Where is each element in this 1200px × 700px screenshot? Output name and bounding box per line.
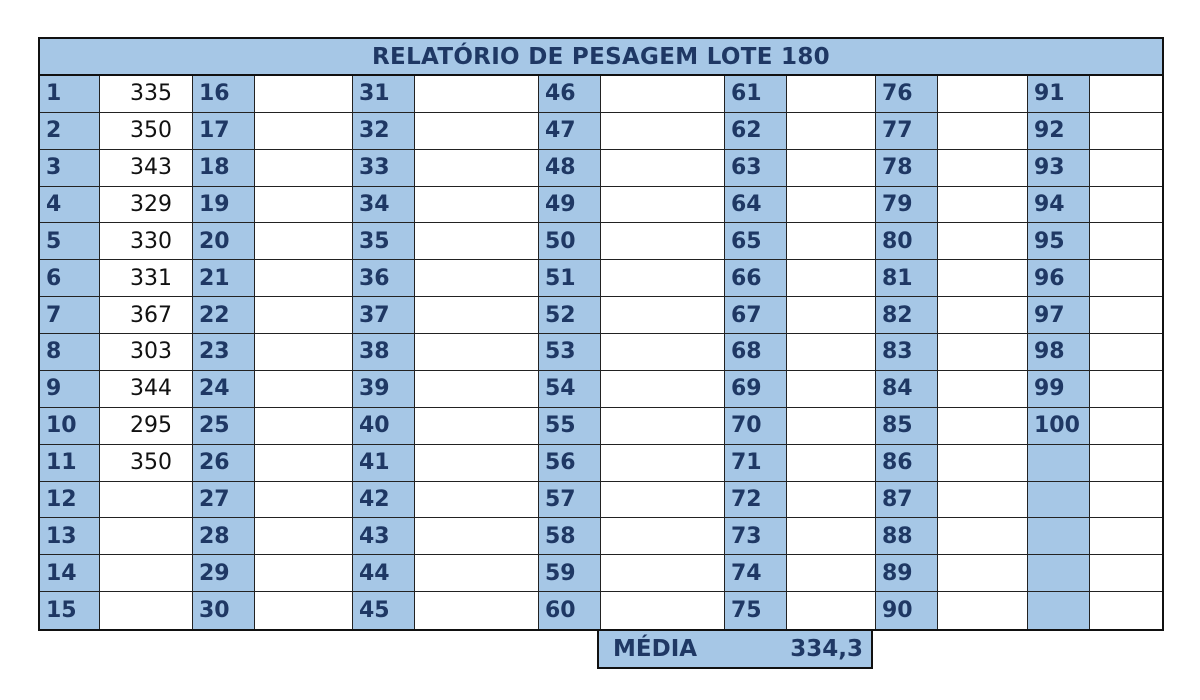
item-number-cell: 7 — [40, 297, 100, 334]
weight-value-cell — [787, 408, 876, 445]
weight-value-cell: 331 — [100, 260, 193, 297]
weight-value-cell — [415, 371, 539, 408]
item-number-cell: 43 — [353, 518, 415, 555]
weight-value-cell — [1090, 592, 1162, 629]
item-number-cell: 17 — [193, 113, 255, 150]
item-number-cell: 64 — [725, 187, 787, 224]
item-number-cell: 81 — [876, 260, 938, 297]
weight-value-cell — [255, 445, 353, 482]
item-number-cell: 82 — [876, 297, 938, 334]
item-number-cell: 32 — [353, 113, 415, 150]
weight-value-cell — [1090, 482, 1162, 519]
weight-value-cell — [938, 150, 1028, 187]
weight-value-cell — [255, 408, 353, 445]
item-number-cell: 14 — [40, 555, 100, 592]
item-number-cell: 96 — [1028, 260, 1090, 297]
item-number-cell — [1028, 592, 1090, 629]
item-number-cell: 55 — [539, 408, 601, 445]
weight-value-cell — [415, 482, 539, 519]
item-number-cell: 3 — [40, 150, 100, 187]
item-number-cell: 62 — [725, 113, 787, 150]
weight-value-cell — [787, 334, 876, 371]
item-number-cell: 49 — [539, 187, 601, 224]
item-number-cell: 19 — [193, 187, 255, 224]
item-number-cell: 69 — [725, 371, 787, 408]
weight-value-cell — [255, 371, 353, 408]
weight-value-cell — [601, 260, 725, 297]
item-number-cell: 89 — [876, 555, 938, 592]
weight-value-cell — [938, 223, 1028, 260]
weight-value-cell — [787, 592, 876, 629]
item-number-cell: 45 — [353, 592, 415, 629]
weight-value-cell — [1090, 150, 1162, 187]
weight-value-cell — [601, 187, 725, 224]
weight-value-cell — [938, 445, 1028, 482]
weight-value-cell — [787, 187, 876, 224]
item-number-cell: 73 — [725, 518, 787, 555]
weight-value-cell — [1090, 113, 1162, 150]
weight-value-cell — [255, 223, 353, 260]
weight-value-cell — [415, 555, 539, 592]
item-number-cell: 23 — [193, 334, 255, 371]
item-number-cell: 27 — [193, 482, 255, 519]
weight-value-cell — [255, 592, 353, 629]
item-number-cell: 56 — [539, 445, 601, 482]
item-number-cell: 93 — [1028, 150, 1090, 187]
weight-value-cell — [938, 482, 1028, 519]
weight-value-cell — [938, 408, 1028, 445]
item-number-cell: 2 — [40, 113, 100, 150]
item-number-cell: 50 — [539, 223, 601, 260]
item-number-cell: 12 — [40, 482, 100, 519]
average-label: MÉDIA — [613, 636, 698, 662]
item-number-cell: 88 — [876, 518, 938, 555]
item-number-cell: 71 — [725, 445, 787, 482]
weight-value-cell: 343 — [100, 150, 193, 187]
item-number-cell: 85 — [876, 408, 938, 445]
item-number-cell: 24 — [193, 371, 255, 408]
weight-value-cell — [255, 113, 353, 150]
item-number-cell: 21 — [193, 260, 255, 297]
weight-value-cell — [415, 113, 539, 150]
weight-value-cell — [938, 334, 1028, 371]
weight-value-cell — [787, 113, 876, 150]
weight-value-cell — [938, 260, 1028, 297]
weight-value-cell — [787, 445, 876, 482]
item-number-cell: 94 — [1028, 187, 1090, 224]
item-number-cell: 18 — [193, 150, 255, 187]
weight-value-cell — [255, 297, 353, 334]
item-number-cell: 39 — [353, 371, 415, 408]
item-number-cell: 33 — [353, 150, 415, 187]
item-number-cell: 78 — [876, 150, 938, 187]
weight-value-cell — [601, 150, 725, 187]
weight-value-cell — [255, 187, 353, 224]
weight-value-cell: 303 — [100, 334, 193, 371]
weight-value-cell — [100, 518, 193, 555]
weight-value-cell — [601, 555, 725, 592]
item-number-cell: 41 — [353, 445, 415, 482]
item-number-cell: 80 — [876, 223, 938, 260]
item-number-cell: 6 — [40, 260, 100, 297]
weight-value-cell — [1090, 187, 1162, 224]
weight-value-cell — [938, 187, 1028, 224]
item-number-cell: 59 — [539, 555, 601, 592]
weight-value-cell — [787, 518, 876, 555]
weight-value-cell — [415, 297, 539, 334]
weight-value-cell — [255, 518, 353, 555]
weight-value-cell — [255, 76, 353, 113]
item-number-cell — [1028, 555, 1090, 592]
item-number-cell: 66 — [725, 260, 787, 297]
item-number-cell: 47 — [539, 113, 601, 150]
item-number-cell: 72 — [725, 482, 787, 519]
item-number-cell: 22 — [193, 297, 255, 334]
item-number-cell: 28 — [193, 518, 255, 555]
item-number-cell: 60 — [539, 592, 601, 629]
weight-value-cell — [415, 150, 539, 187]
item-number-cell: 11 — [40, 445, 100, 482]
item-number-cell: 76 — [876, 76, 938, 113]
weight-value-cell — [601, 592, 725, 629]
weight-value-cell — [415, 76, 539, 113]
item-number-cell: 70 — [725, 408, 787, 445]
item-number-cell: 83 — [876, 334, 938, 371]
weight-value-cell — [601, 445, 725, 482]
weight-value-cell — [255, 555, 353, 592]
item-number-cell: 26 — [193, 445, 255, 482]
weight-value-cell: 344 — [100, 371, 193, 408]
weight-value-cell — [787, 482, 876, 519]
weight-value-cell — [415, 223, 539, 260]
weight-value-cell — [787, 223, 876, 260]
item-number-cell: 13 — [40, 518, 100, 555]
weight-value-cell — [1090, 555, 1162, 592]
weight-value-cell — [787, 260, 876, 297]
weight-value-cell — [1090, 297, 1162, 334]
weight-value-cell — [601, 371, 725, 408]
item-number-cell: 75 — [725, 592, 787, 629]
weight-value-cell — [1090, 518, 1162, 555]
item-number-cell: 37 — [353, 297, 415, 334]
item-number-cell: 57 — [539, 482, 601, 519]
item-number-cell: 5 — [40, 223, 100, 260]
weight-value-cell — [601, 223, 725, 260]
item-number-cell: 42 — [353, 482, 415, 519]
report-title: RELATÓRIO DE PESAGEM LOTE 180 — [40, 39, 1162, 76]
weight-value-cell — [601, 482, 725, 519]
weight-value-cell — [787, 371, 876, 408]
weight-value-cell — [415, 592, 539, 629]
item-number-cell: 51 — [539, 260, 601, 297]
item-number-cell — [1028, 482, 1090, 519]
weight-value-cell — [938, 113, 1028, 150]
item-number-cell: 40 — [353, 408, 415, 445]
weight-value-cell — [1090, 260, 1162, 297]
weight-value-cell — [787, 150, 876, 187]
weight-value-cell: 330 — [100, 223, 193, 260]
weight-value-cell — [938, 592, 1028, 629]
weighing-report-table — [38, 37, 1164, 631]
item-number-cell: 36 — [353, 260, 415, 297]
weight-value-cell — [938, 297, 1028, 334]
weight-value-cell — [601, 297, 725, 334]
weight-value-cell — [255, 334, 353, 371]
weight-value-cell — [1090, 334, 1162, 371]
weight-value-cell — [1090, 223, 1162, 260]
item-number-cell: 4 — [40, 187, 100, 224]
weight-value-cell — [415, 260, 539, 297]
item-number-cell: 9 — [40, 371, 100, 408]
item-number-cell: 77 — [876, 113, 938, 150]
weight-value-cell — [255, 260, 353, 297]
item-number-cell: 100 — [1028, 408, 1090, 445]
weight-value-cell: 350 — [100, 113, 193, 150]
weight-value-cell — [415, 334, 539, 371]
item-number-cell: 15 — [40, 592, 100, 629]
weight-value-cell — [1090, 371, 1162, 408]
item-number-cell: 53 — [539, 334, 601, 371]
weight-value-cell — [415, 187, 539, 224]
item-number-cell: 58 — [539, 518, 601, 555]
item-number-cell: 30 — [193, 592, 255, 629]
item-number-cell: 20 — [193, 223, 255, 260]
weight-value-cell — [100, 592, 193, 629]
weight-value-cell — [100, 555, 193, 592]
weight-value-cell — [787, 297, 876, 334]
weight-value-cell — [1090, 445, 1162, 482]
weight-value-cell: 335 — [100, 76, 193, 113]
weight-value-cell — [601, 518, 725, 555]
item-number-cell: 79 — [876, 187, 938, 224]
item-number-cell — [1028, 445, 1090, 482]
weight-value-cell — [601, 334, 725, 371]
item-number-cell: 1 — [40, 76, 100, 113]
average-summary — [597, 629, 873, 669]
weight-value-cell — [938, 371, 1028, 408]
weight-value-cell — [938, 76, 1028, 113]
weight-value-cell — [1090, 76, 1162, 113]
weight-value-cell — [787, 76, 876, 113]
weight-value-cell — [100, 482, 193, 519]
weight-value-cell: 350 — [100, 445, 193, 482]
weight-value-cell: 367 — [100, 297, 193, 334]
weight-value-cell: 295 — [100, 408, 193, 445]
item-number-cell: 44 — [353, 555, 415, 592]
item-number-cell: 90 — [876, 592, 938, 629]
item-number-cell: 52 — [539, 297, 601, 334]
weight-value-cell — [601, 408, 725, 445]
weight-value-cell — [255, 482, 353, 519]
weight-value-cell — [938, 555, 1028, 592]
average-value: 334,3 — [790, 636, 863, 662]
item-number-cell: 54 — [539, 371, 601, 408]
item-number-cell: 34 — [353, 187, 415, 224]
item-number-cell: 65 — [725, 223, 787, 260]
item-number-cell: 8 — [40, 334, 100, 371]
item-number-cell: 35 — [353, 223, 415, 260]
item-number-cell: 74 — [725, 555, 787, 592]
item-number-cell: 16 — [193, 76, 255, 113]
item-number-cell: 67 — [725, 297, 787, 334]
item-number-cell: 99 — [1028, 371, 1090, 408]
item-number-cell: 10 — [40, 408, 100, 445]
weight-value-cell — [787, 555, 876, 592]
item-number-cell: 87 — [876, 482, 938, 519]
item-number-cell: 25 — [193, 408, 255, 445]
weight-value-cell — [415, 518, 539, 555]
item-number-cell — [1028, 518, 1090, 555]
weight-value-cell — [415, 445, 539, 482]
weight-value-cell — [255, 150, 353, 187]
item-number-cell: 86 — [876, 445, 938, 482]
item-number-cell: 84 — [876, 371, 938, 408]
item-number-cell: 31 — [353, 76, 415, 113]
item-number-cell: 95 — [1028, 223, 1090, 260]
item-number-cell: 46 — [539, 76, 601, 113]
weight-value-cell — [415, 408, 539, 445]
weight-value-cell — [938, 518, 1028, 555]
item-number-cell: 48 — [539, 150, 601, 187]
item-number-cell: 98 — [1028, 334, 1090, 371]
item-number-cell: 68 — [725, 334, 787, 371]
item-number-cell: 97 — [1028, 297, 1090, 334]
weight-value-cell — [1090, 408, 1162, 445]
item-number-cell: 63 — [725, 150, 787, 187]
weight-value-cell — [601, 76, 725, 113]
item-number-cell: 61 — [725, 76, 787, 113]
weight-value-cell — [601, 113, 725, 150]
weight-value-cell: 329 — [100, 187, 193, 224]
item-number-cell: 38 — [353, 334, 415, 371]
item-number-cell: 29 — [193, 555, 255, 592]
item-number-cell: 91 — [1028, 76, 1090, 113]
item-number-cell: 92 — [1028, 113, 1090, 150]
